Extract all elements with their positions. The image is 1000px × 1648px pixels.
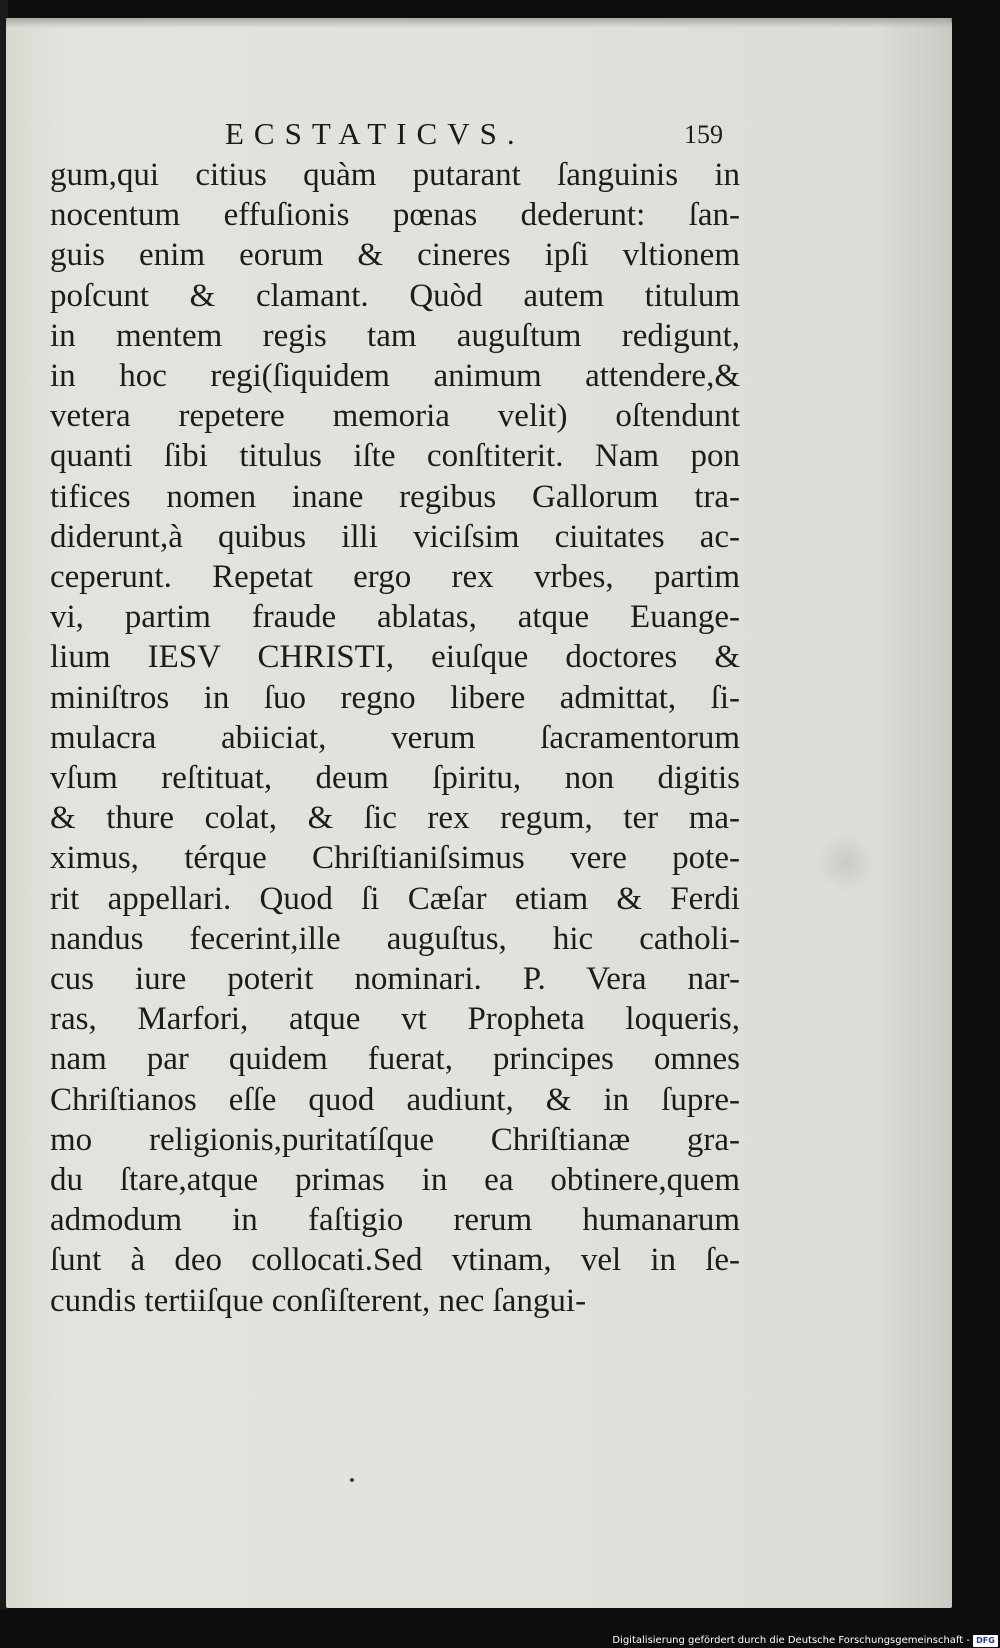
text-line: vſum reſtituat, deum ſpiritu, non digitis <box>50 760 740 797</box>
footer-bar <box>0 1634 1000 1648</box>
text-line: quanti ſibi titulus iſte conſtiterit. Nam pon <box>50 438 740 475</box>
text-line: admodum in faſtigio rerum humanarum <box>50 1202 740 1239</box>
text-line: ceperunt. Repetat ergo rex vrbes, partim <box>50 559 740 596</box>
text-line: ſunt à deo collocati.Sed vtinam, vel in ſe- <box>50 1242 740 1279</box>
text-line: lium IESV CHRISTI, eiuſque doctores & <box>50 639 740 676</box>
text-line: rit appellari. Quod ſi Cæſar etiam & Ferdi <box>50 880 740 917</box>
text-line: nocentum effuſionis pœnas dederunt: ſan- <box>50 197 740 234</box>
text-line: tifices nomen inane regibus Gallorum tra- <box>50 478 740 515</box>
text-line: in mentem regis tam auguſtum redigunt, <box>50 317 740 354</box>
text-line: vetera repetere memoria velit) oſtendunt <box>50 398 740 435</box>
body-text <box>50 155 740 1321</box>
text-line: cundis tertiiſque conſiſterent, nec ſangui- <box>50 1282 587 1319</box>
text-line: cus iure poterit nominari. P. Vera nar- <box>50 961 740 998</box>
text-line: du ſtare,atque primas in ea obtinere,quem <box>50 1162 740 1199</box>
running-head <box>0 116 1000 150</box>
text-line: nandus fecerint,ille auguſtus, hic catholi- <box>50 920 740 957</box>
text-line: poſcunt & clamant. Quòd autem titulum <box>50 277 740 314</box>
text-line: guis enim eorum & cineres ipſi vltionem <box>50 237 740 274</box>
text-line: nam par quidem fuerat, principes omnes <box>50 1041 740 1078</box>
text-line: miniſtros in ſuo regno libere admittat, ſi- <box>50 679 740 716</box>
text-line: & thure colat, & ſic rex regum, ter ma- <box>50 800 740 837</box>
text-line: ras, Marfori, atque vt Propheta loqueris, <box>50 1001 740 1038</box>
page-number: 159 <box>684 120 723 149</box>
text-line: mulacra abiiciat, verum ſacramentorum <box>50 719 740 756</box>
text-line: Chriſtianos eſſe quod audiunt, & in ſupre- <box>50 1081 740 1118</box>
footer-credit: Digitalisierung gefördert durch die Deutsche Forschungsgemeinschaft - <box>612 1635 970 1646</box>
text-line: ximus, térque Chriſtianiſsimus vere pote- <box>50 840 740 877</box>
text-line: gum,qui citius quàm putarant ſanguinis in <box>50 157 740 193</box>
text-line: diderunt,à quibus illi viciſsim ciuitates ac- <box>50 518 740 555</box>
running-head-title: ECSTATICVS. <box>225 116 525 151</box>
ink-show-through <box>816 833 876 893</box>
text-line: vi, partim fraude ablatas, atque Euange- <box>50 599 740 636</box>
paper-speck <box>350 1478 354 1482</box>
text-line: mo religionis,puritatíſque Chriſtianæ gra- <box>50 1121 740 1158</box>
dfg-logo: DFG <box>973 1635 998 1647</box>
text-line: in hoc regi(ſiquidem animum attendere,& <box>50 358 740 395</box>
